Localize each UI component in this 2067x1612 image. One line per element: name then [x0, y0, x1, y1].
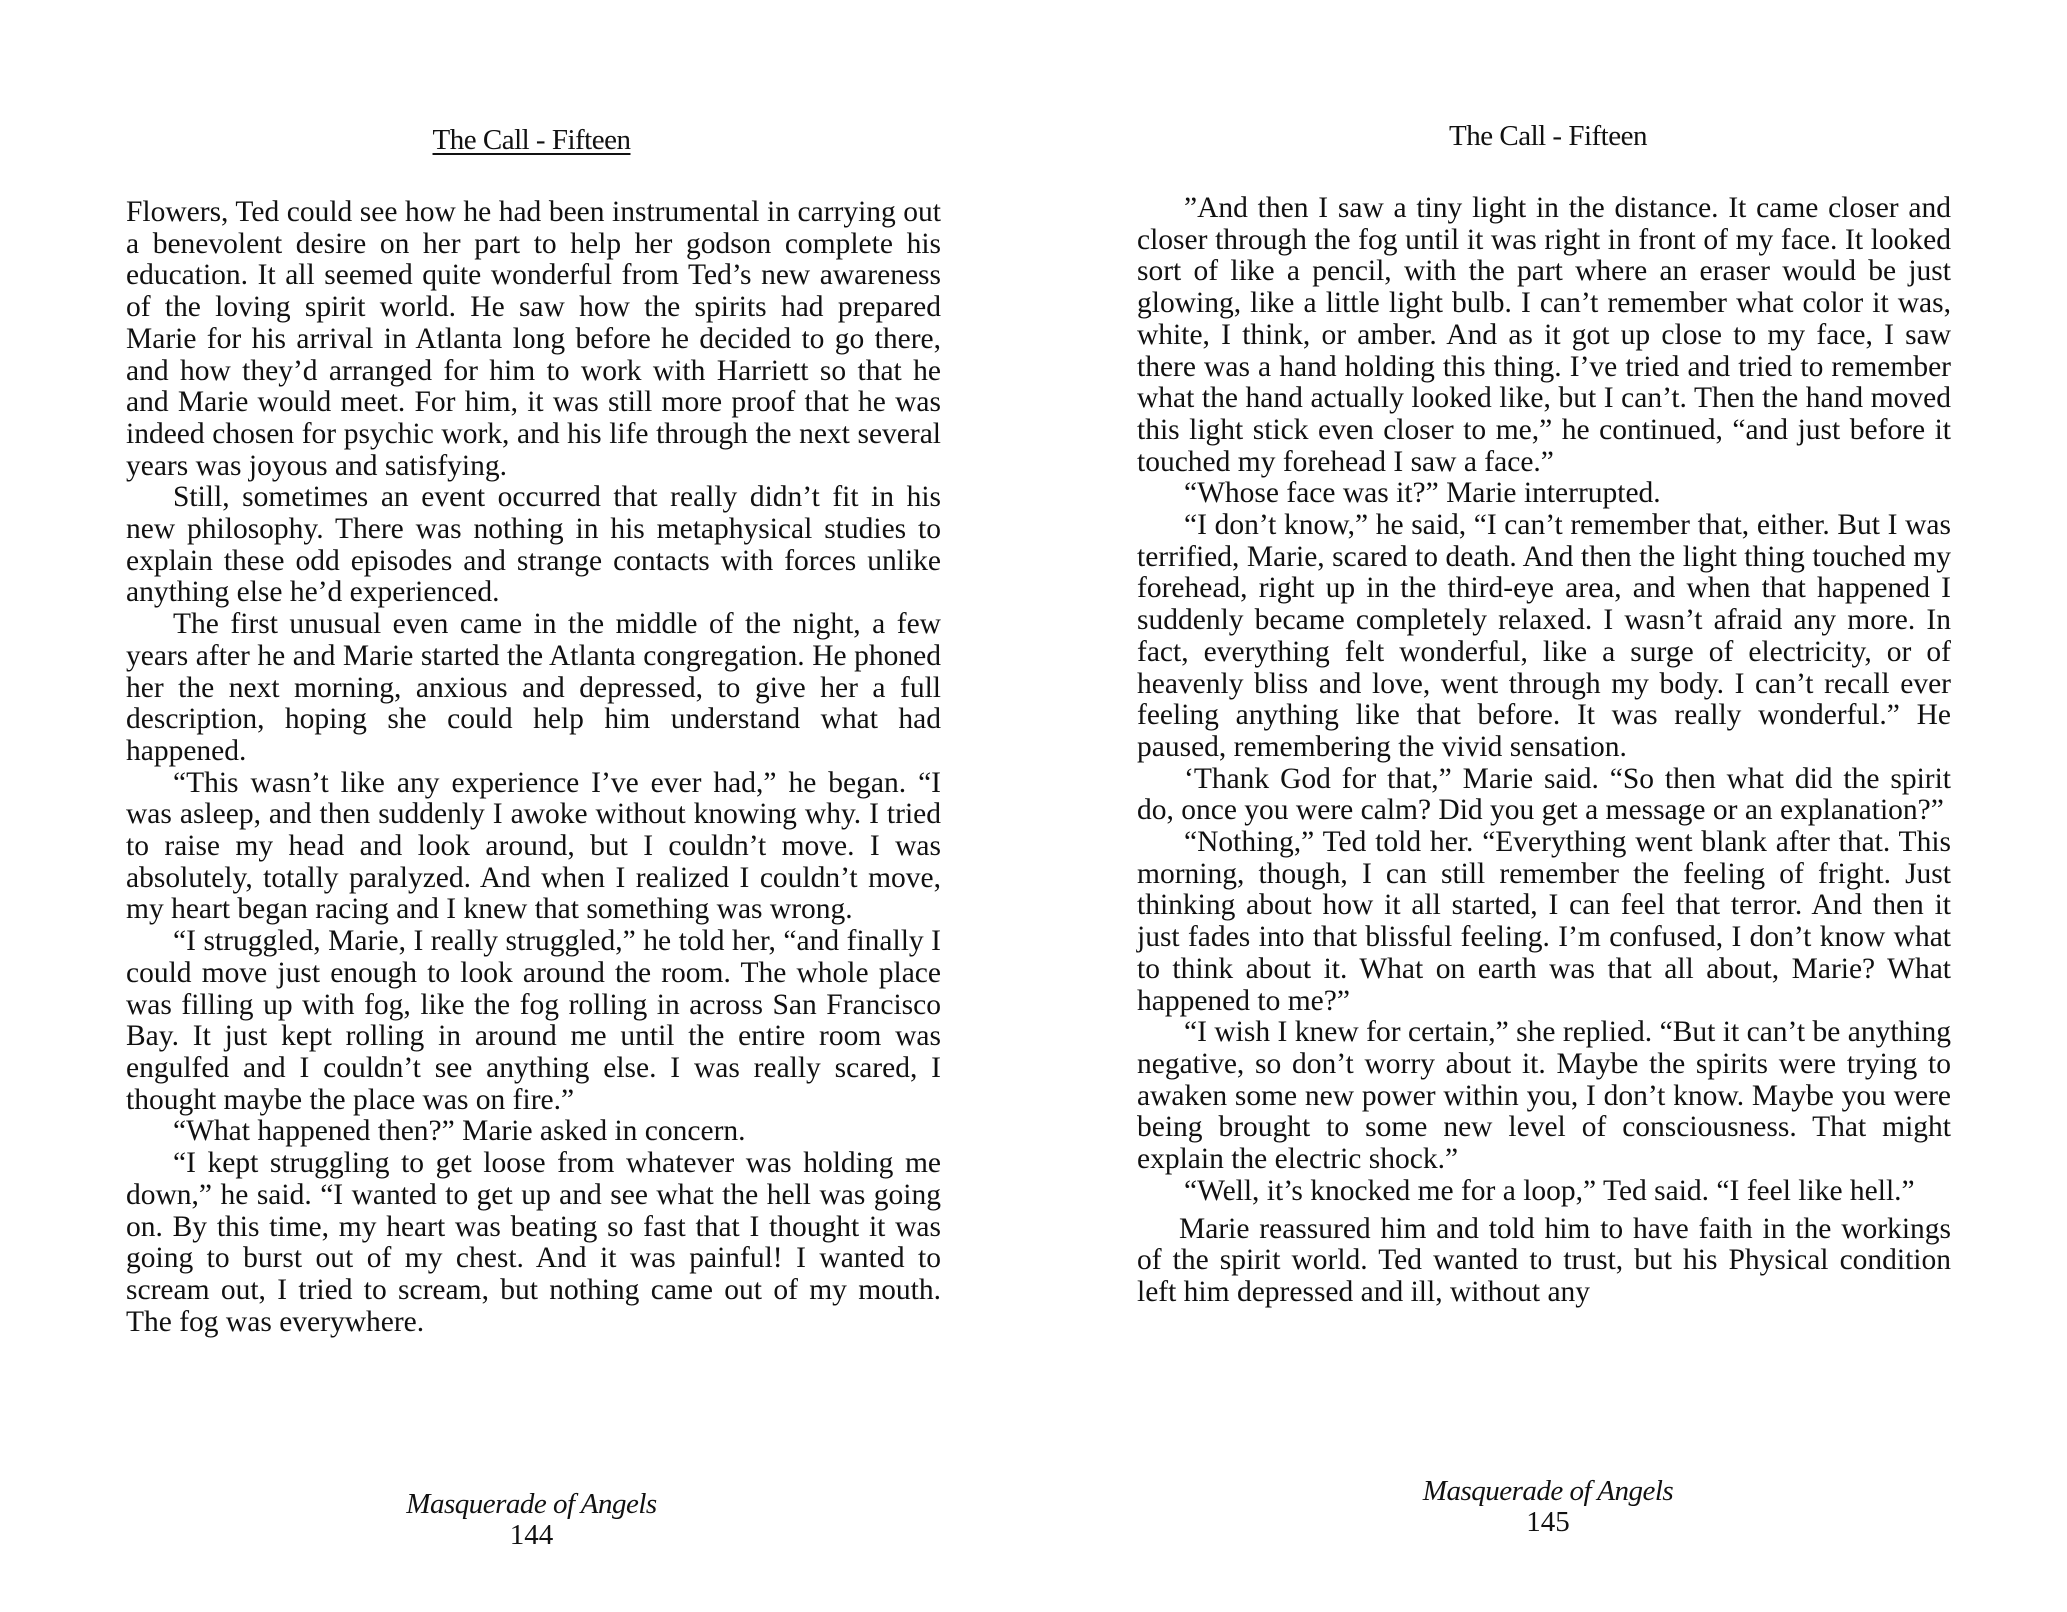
- chapter-title: The Call - Fifteen: [432, 124, 631, 156]
- paragraph: Flowers, Ted could see how he had been instrumental in carrying out a benevolent desire on her part to help her godson complete his education. It all seemed quite wonderful from Ted’s new awareness of the loving spirit world. He saw how the spirits had prepared Marie for his arrival in Atlanta long before he decided to go there, and how they’d arranged for him to work with Harriett so that he and Marie would meet. For him, it was still more proof that he was indeed chosen for psychic work, and his life through the next several years was joyous and satisfying.: [126, 196, 941, 482]
- paragraph: “I wish I knew for certain,” she replied. “But it can’t be anything negative, so don’t worry about it. Maybe the spirits were trying to awaken some new power within you, I don’t know. Maybe you were being brought to some new level of consciousness. That might explain the electric shock.”: [1137, 1016, 1951, 1176]
- book-title: Masquerade of Angels: [1422, 1475, 1674, 1507]
- running-header: [0, 124, 1033, 157]
- left-page: [0, 0, 1033, 1612]
- paragraph: “Nothing,” Ted told her. “Everything went blank after that. This morning, though, I can still remember the feeling of fright. Just thinking about how it all started, I can feel that terror. And then it just fades into that blissful feeling. I’m confused, I don’t know what to think about it. What on earth was that all about, Marie? What happened to me?”: [1137, 826, 1951, 1017]
- body-text: [1137, 193, 1951, 1309]
- paragraph: “I don’t know,” he said, “I can’t remember that, either. But I was terrified, Marie, scared to death. And then the light thing touched my forehead, right up in the third-eye area, and when that happened I suddenly became completely relaxed. I wasn’t afraid any more. In fact, everything felt wonderful, like a surge of electricity, or of heavenly bliss and love, went through my body. I can’t recall ever feeling anything like that before. It was really wonderful.” He paused, remembering the vivid sensation.: [1137, 509, 1951, 763]
- right-page: [1033, 0, 2067, 1612]
- paragraph: ‘Thank God for that,” Marie said. “So then what did the spirit do, once you were calm? Did you get a message or an explanation?”: [1137, 762, 1951, 827]
- page-number: 144: [509, 1519, 554, 1551]
- paragraph: Marie reassured him and told him to have faith in the workings of the spirit world. Ted wanted to trust, but his Physical condition left him depressed and ill, without any: [1137, 1212, 1951, 1308]
- paragraph: The first unusual even came in the middle of the night, a few years after he and Marie started the Atlanta congregation. He phoned her the next morning, anxious and depressed, to give her a full description, hoping she could help him understand what had happened.: [126, 608, 941, 767]
- paragraph: “I kept struggling to get loose from whatever was holding me down,” he said. “I wanted to get up and see what the hell was going on. By this time, my heart was beating so fast that I thought it was going to burst out of my chest. And it was painful! I wanted to scream out, I tried to scream, but nothing came out of my mouth. The fog was everywhere.: [126, 1147, 941, 1338]
- body-text: [126, 197, 941, 1338]
- paragraph: “I struggled, Marie, I really struggled,” he told her, “and finally I could move just enough to look around the room. The whole place was filling up with fog, like the fog rolling in across San Francisco Bay. It just kept rolling in around me until the entire room was engulfed and I couldn’t see anything else. I was really scared, I thought maybe the place was on fire.”: [126, 925, 941, 1116]
- page-footer: [1033, 1475, 2067, 1537]
- paragraph: “Well, it’s knocked me for a loop,” Ted said. “I feel like hell.”: [1184, 1174, 1915, 1207]
- book-title: Masquerade of Angels: [406, 1488, 657, 1520]
- page-footer: [0, 1488, 1033, 1550]
- paragraph: “What happened then?” Marie asked in concern.: [173, 1115, 746, 1148]
- paragraph: “This wasn’t like any experience I’ve ever had,” he began. “I was asleep, and then suddenly I awoke without knowing why. I tried to raise my head and look around, but I couldn’t move. I was absolutely, totally paralyzed. And when I realized I couldn’t move, my heart began racing and I knew that something was wrong.: [126, 766, 941, 926]
- running-header: [1033, 120, 2067, 153]
- paragraph: “Whose face was it?” Marie interrupted.: [1184, 477, 1661, 510]
- paragraph: Still, sometimes an event occurred that really didn’t fit in his new philosophy. There was nothing in his metaphysical studies to explain these odd episodes and strange contacts with forces unlike anything else he’d experienced.: [126, 481, 941, 609]
- chapter-title: The Call - Fifteen: [1449, 120, 1647, 152]
- page-number: 145: [1526, 1506, 1570, 1538]
- paragraph: ”And then I saw a tiny light in the distance. It came closer and closer through the fog until it was right in front of my face. It looked sort of like a pencil, with the part where an eraser would be just glowing, like a little light bulb. I can’t remember what color it was, white, I think, or amber. And as it got up close to my face, I saw there was a hand holding this thing. I’ve tried and tried to remember what the hand actually looked like, but I can’t. Then the hand moved this light stick even closer to me,” he continued, “and just before it touched my forehead I saw a face.”: [1137, 192, 1951, 478]
